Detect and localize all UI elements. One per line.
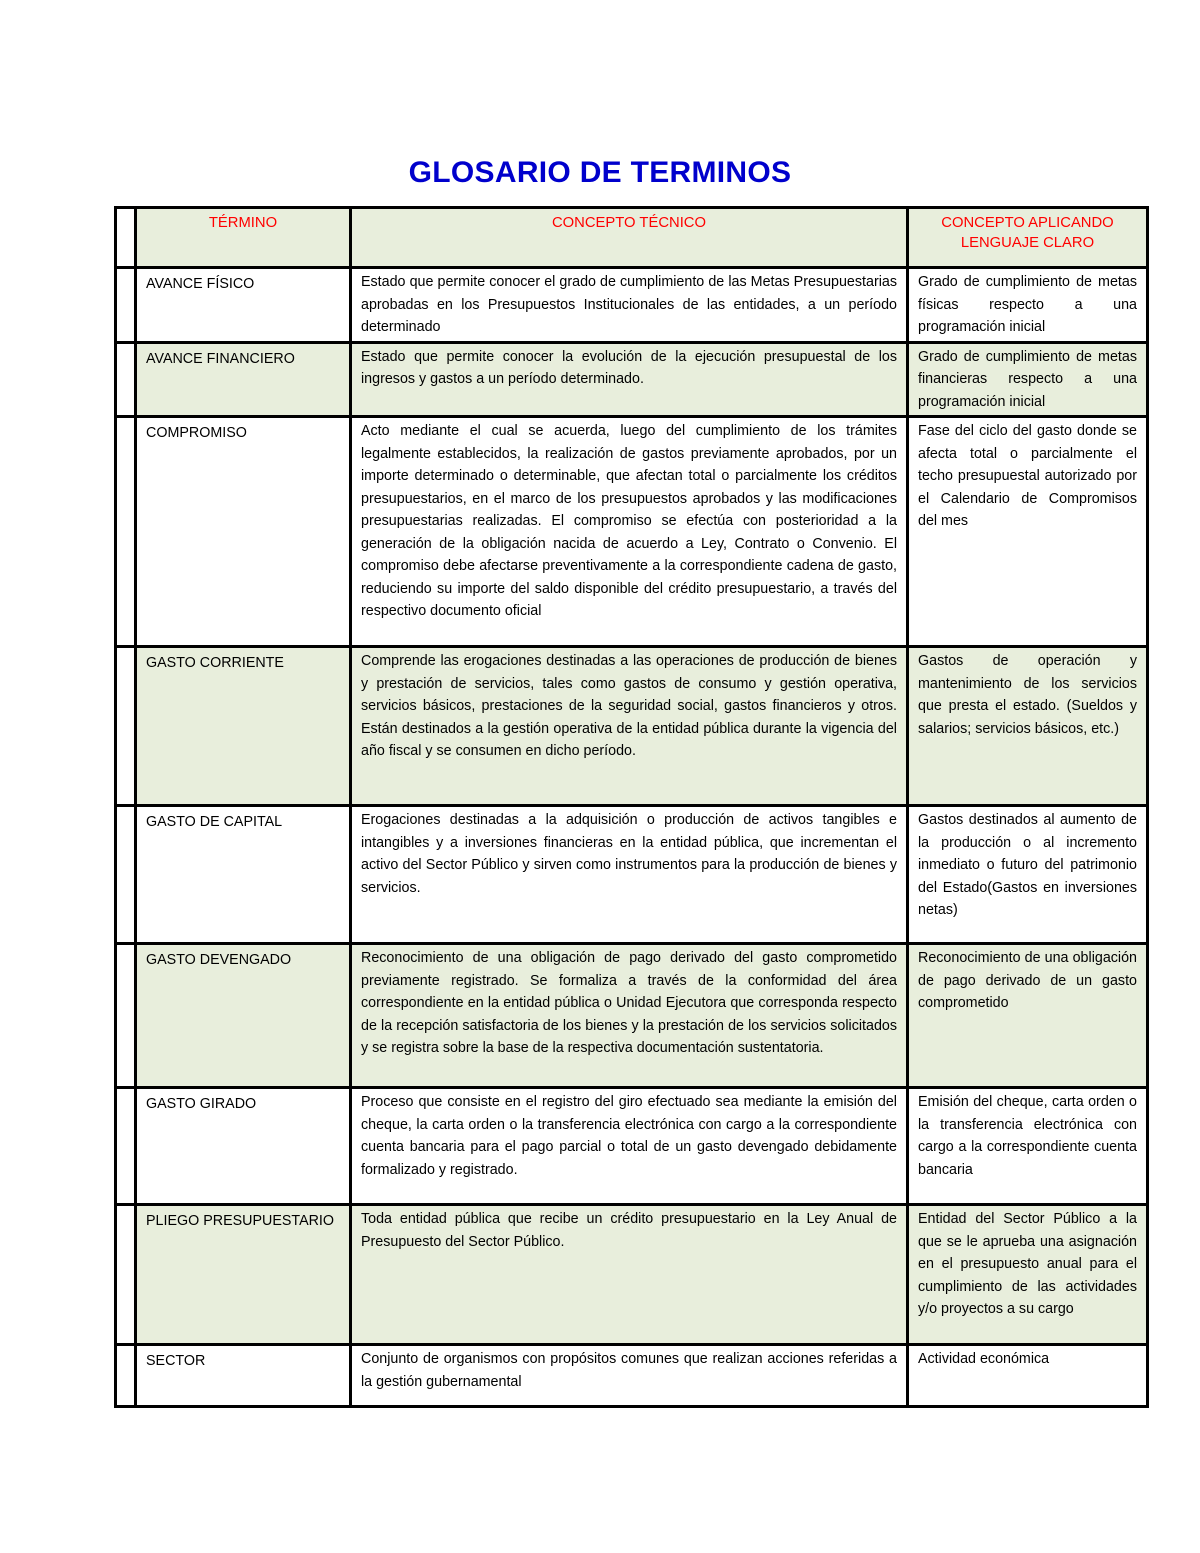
row-marker bbox=[116, 342, 136, 417]
header-technical-concept: CONCEPTO TÉCNICO bbox=[351, 208, 908, 268]
technical-concept-cell: Estado que permite conocer el grado de cumplimiento de las Metas Presupuestarias aprobadas en los Presupuestos Institucionales de las entidades, a un período determinado bbox=[351, 268, 908, 343]
row-marker bbox=[116, 1205, 136, 1345]
table-row bbox=[116, 944, 1148, 1088]
row-marker bbox=[116, 268, 136, 343]
row-marker bbox=[116, 647, 136, 806]
technical-concept-cell: Conjunto de organismos con propósitos comunes que realizan acciones referidas a la gestión gubernamental bbox=[351, 1345, 908, 1407]
term-cell: SECTOR bbox=[136, 1345, 351, 1407]
table-row bbox=[116, 417, 1148, 647]
term-cell: COMPROMISO bbox=[136, 417, 351, 647]
technical-concept-cell: Estado que permite conocer la evolución de la ejecución presupuestal de los ingresos y gastos a un período determinado. bbox=[351, 342, 908, 417]
row-marker bbox=[116, 208, 136, 268]
row-marker bbox=[116, 806, 136, 944]
plain-concept-cell: Grado de cumplimiento de metas físicas respecto a una programación inicial bbox=[908, 268, 1148, 343]
plain-concept-cell: Emisión del cheque, carta orden o la transferencia electrónica con cargo a la correspondiente cuenta bancaria bbox=[908, 1088, 1148, 1205]
term-cell: AVANCE FINANCIERO bbox=[136, 342, 351, 417]
technical-concept-cell: Comprende las erogaciones destinadas a las operaciones de producción de bienes y prestación de servicios, tales como gastos de consumo y gestión operativa, servicios básicos, prestaciones de la seguridad social, gastos financieros y otros. Están destinados a la gestión operativa de la entidad pública durante la vigencia del año fiscal y se consumen en dicho período. bbox=[351, 647, 908, 806]
technical-concept-cell: Toda entidad pública que recibe un crédito presupuestario en la Ley Anual de Presupuesto del Sector Público. bbox=[351, 1205, 908, 1345]
term-cell: AVANCE FÍSICO bbox=[136, 268, 351, 343]
table-row bbox=[116, 806, 1148, 944]
plain-concept-cell: Reconocimiento de una obligación de pago derivado de un gasto comprometido bbox=[908, 944, 1148, 1088]
table-row bbox=[116, 1205, 1148, 1345]
term-cell: GASTO CORRIENTE bbox=[136, 647, 351, 806]
plain-concept-cell: Actividad económica bbox=[908, 1345, 1148, 1407]
plain-concept-cell: Entidad del Sector Público a la que se le aprueba una asignación en el presupuesto anual para el cumplimiento de las actividades y/o proyectos a su cargo bbox=[908, 1205, 1148, 1345]
plain-concept-cell: Gastos destinados al aumento de la producción o al incremento inmediato o futuro del patrimonio del Estado(Gastos en inversiones netas) bbox=[908, 806, 1148, 944]
technical-concept-cell: Acto mediante el cual se acuerda, luego del cumplimiento de los trámites legalmente establecidos, la realización de gastos previamente aprobados, por un importe determinado o determinable, que afectan total o parcialmente los créditos presupuestarios, en el marco de los presupuestos aprobados y las modificaciones presupuestarias realizadas. El compromiso se efectúa con posterioridad a la generación de la obligación nacida de acuerdo a Ley, Contrato o Convenio. El compromiso debe afectarse preventivamente a la correspondiente cadena de gasto, reduciendo su importe del saldo disponible del crédito presupuestario, a través del respectivo documento oficial bbox=[351, 417, 908, 647]
header-plain-language-concept: CONCEPTO APLICANDO LENGUAJE CLARO bbox=[908, 208, 1148, 268]
term-cell: PLIEGO PRESUPUESTARIO bbox=[136, 1205, 351, 1345]
table-header-row bbox=[116, 208, 1148, 268]
table-row bbox=[116, 1345, 1148, 1407]
table-row bbox=[116, 342, 1148, 417]
row-marker bbox=[116, 1088, 136, 1205]
table-row bbox=[116, 647, 1148, 806]
page-title: GLOSARIO DE TERMINOS bbox=[408, 156, 792, 189]
table-row bbox=[116, 1088, 1148, 1205]
plain-concept-cell: Grado de cumplimiento de metas financieras respecto a una programación inicial bbox=[908, 342, 1148, 417]
row-marker bbox=[116, 417, 136, 647]
technical-concept-cell: Erogaciones destinadas a la adquisición o producción de activos tangibles e intangibles y a inversiones financieras en la entidad pública, que incrementan el activo del Sector Público y sirven como instrumentos para la producción de bienes y servicios. bbox=[351, 806, 908, 944]
glossary-table bbox=[114, 206, 1149, 1408]
term-cell: GASTO DE CAPITAL bbox=[136, 806, 351, 944]
header-term: TÉRMINO bbox=[136, 208, 351, 268]
row-marker bbox=[116, 1345, 136, 1407]
row-marker bbox=[116, 944, 136, 1088]
term-cell: GASTO DEVENGADO bbox=[136, 944, 351, 1088]
plain-concept-cell: Fase del ciclo del gasto donde se afecta total o parcialmente el techo presupuestal autorizado por el Calendario de Compromisos del mes bbox=[908, 417, 1148, 647]
plain-concept-cell: Gastos de operación y mantenimiento de los servicios que presta el estado. (Sueldos y salarios; servicios básicos, etc.) bbox=[908, 647, 1148, 806]
technical-concept-cell: Proceso que consiste en el registro del giro efectuado sea mediante la emisión del cheque, la carta orden o la transferencia electrónica con cargo a la correspondiente cuenta bancaria para el pago parcial o total de un gasto devengado debidamente formalizado y registrado. bbox=[351, 1088, 908, 1205]
technical-concept-cell: Reconocimiento de una obligación de pago derivado del gasto comprometido previamente registrado. Se formaliza a través de la conformidad del área correspondiente en la entidad pública o Unidad Ejecutora que corresponda respecto de la recepción satisfactoria de los bienes y la prestación de los servicios solicitados y se registra sobre la base de la respectiva documentación sustentatoria. bbox=[351, 944, 908, 1088]
term-cell: GASTO GIRADO bbox=[136, 1088, 351, 1205]
table-row bbox=[116, 268, 1148, 343]
